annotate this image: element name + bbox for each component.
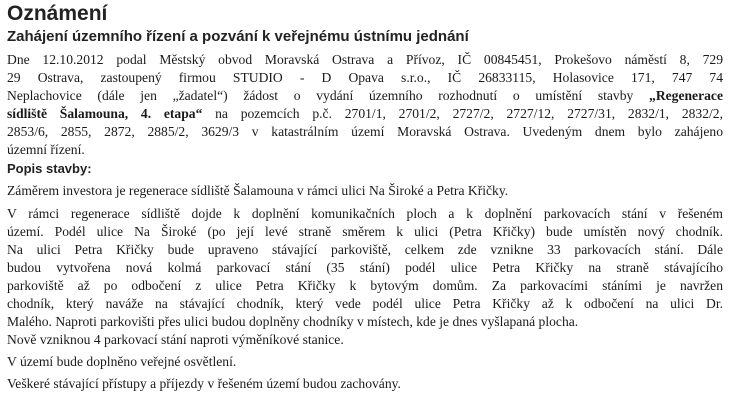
body-p2-line-1: V rámci regenerace sídliště dojde k doplnění komunikačních ploch a k doplnění parkovacích stání v řešeném: [7, 206, 723, 221]
intro-line-4: [7, 105, 723, 123]
body-p2-line-2: území. Podél ulice Na Široké (po její levé straně směrem k ulici (Petra Křičky) bude umístěn nový chodník.: [7, 224, 723, 239]
section-heading: Popis stavby:: [7, 161, 92, 176]
project-name-start: „Regenerace: [649, 88, 723, 103]
page-subtitle: Zahájení územního řízení a pozvání k veřejnému ústnímu jednání: [7, 28, 469, 45]
body-p2-line-4: budou vytvořena nová kolmá parkovací stání (35 stání) podél ulice Petra Křičky na straně stávajícího: [7, 260, 723, 275]
body-paragraph-4: V území bude doplněno veřejné osvětlení.: [7, 354, 237, 369]
intro-line-5: 2853/6, 2855, 2872, 2885/2, 3629/3 v katastrálním území Moravská Ostrava. Uvedeným dnem bylo zahájeno: [7, 124, 723, 139]
body-p2-line-6: chodník, který naváže na stávající chodník, který vede podél ulice Petra Křičky až k odbočení na ulici Dr.: [7, 296, 723, 311]
body-paragraph-1: Záměrem investora je regenerace sídliště Šalamouna v rámci ulici Na Široké a Petra Křičky.: [7, 183, 509, 198]
body-p2-line-7: Malého. Naproti parkovišti přes ulici budou doplněny chodníky v místech, kde je dnes vyšlapaná plocha.: [7, 314, 579, 329]
body-p2-line-5: parkoviště až po odbočení z ulice Petra Křičky k bytovým domům. Za parkovacími stáními je navržen: [7, 278, 723, 293]
intro-line-4-text: na pozemcích p.č. 2701/1, 2701/2, 2727/2, 2727/12, 2727/31, 2832/1, 2832/2,: [202, 106, 723, 121]
intro-line-1: Dne 12.10.2012 podal Městský obvod Moravská Ostrava a Přívoz, IČ 00845451, Prokešovo náměstí 8, 729: [7, 52, 723, 67]
intro-line-3-text: Neplachovice (dále jen „žadatel“) žádost o vydání územního rozhodnutí o umístění stavby: [7, 88, 650, 103]
intro-line-6: územní řízení.: [7, 142, 85, 157]
page-title: Oznámení: [7, 2, 108, 25]
body-paragraph-5: Veškeré stávající přístupy a příjezdy v řešeném území budou zachovány.: [7, 376, 401, 391]
body-p2-line-3: Na ulici Petra Křičky bude upraveno stávající parkoviště, celkem zde vznikne 33 parkovacích stání. Dále: [7, 242, 723, 257]
intro-line-2: 29 Ostrava, zastoupený firmou STUDIO - D Opava s.r.o., IČ 26833115, Holasovice 171, 747 74: [7, 70, 723, 85]
intro-line-3: [7, 87, 723, 105]
project-name-end: sídliště Šalamouna, 4. etapa“: [7, 106, 203, 121]
body-paragraph-3: Nově vzniknou 4 parkovací stání naproti výměníkové stanice.: [7, 332, 344, 347]
